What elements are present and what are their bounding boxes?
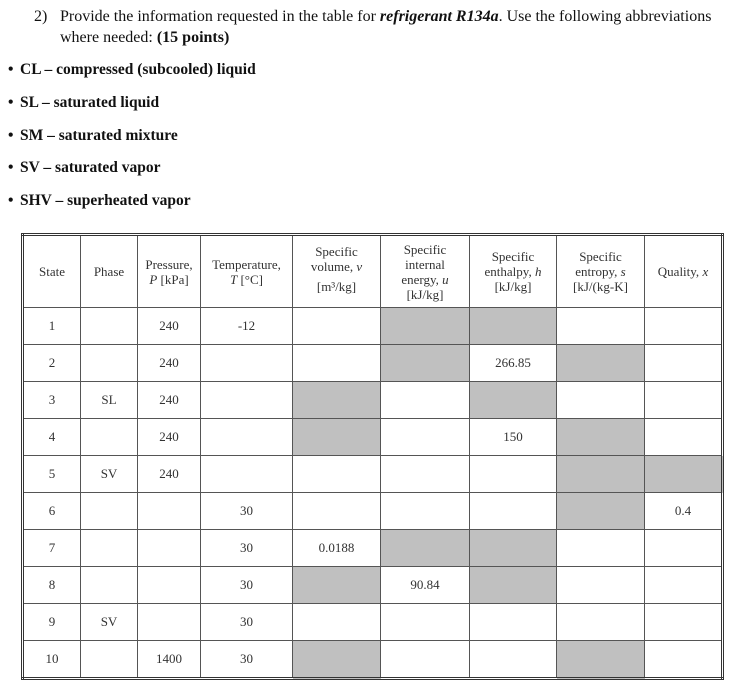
cell-entropy[interactable]	[557, 567, 645, 604]
cell-quality[interactable]	[645, 530, 723, 567]
cell-state: 6	[23, 493, 81, 530]
cell-volume-shaded	[293, 382, 381, 419]
cell-enthalpy: 150	[470, 419, 557, 456]
cell-entropy[interactable]	[557, 308, 645, 345]
cell-volume: 0.0188	[293, 530, 381, 567]
cell-quality[interactable]	[645, 604, 723, 641]
cell-phase[interactable]	[81, 641, 138, 679]
cell-energy[interactable]	[381, 641, 470, 679]
cell-phase[interactable]	[81, 345, 138, 382]
table-row	[23, 493, 723, 530]
question-text	[60, 6, 720, 48]
table-row	[23, 641, 723, 679]
table-row	[23, 530, 723, 567]
cell-state: 10	[23, 641, 81, 679]
cell-volume[interactable]	[293, 456, 381, 493]
header-temperature: Temperature, T [°C]	[201, 235, 293, 308]
bullet-icon: •	[8, 192, 14, 209]
cell-energy[interactable]	[381, 382, 470, 419]
cell-volume[interactable]	[293, 604, 381, 641]
abbreviation-item: • SM – saturated mixture	[8, 127, 178, 144]
header-enthalpy: Specific enthalpy, h [kJ/kg]	[470, 235, 557, 308]
cell-temperature: 30	[201, 530, 293, 567]
cell-pressure: 1400	[138, 641, 201, 679]
cell-state: 2	[23, 345, 81, 382]
cell-entropy[interactable]	[557, 382, 645, 419]
cell-entropy[interactable]	[557, 604, 645, 641]
table-row	[23, 345, 723, 382]
abbreviation-item: • SL – saturated liquid	[8, 94, 160, 111]
points-label: (15 points)	[156, 29, 230, 46]
cell-enthalpy: 266.85	[470, 345, 557, 382]
cell-phase[interactable]	[81, 308, 138, 345]
cell-energy-shaded	[381, 530, 470, 567]
question-text-after: . Use the following abbreviations where needed:	[60, 8, 712, 46]
table-row	[23, 308, 723, 345]
cell-pressure[interactable]	[138, 530, 201, 567]
question-text-before: Provide the information requested in the table for	[60, 8, 380, 25]
cell-pressure: 240	[138, 308, 201, 345]
cell-pressure: 240	[138, 419, 201, 456]
cell-phase: SV	[81, 604, 138, 641]
cell-pressure: 240	[138, 345, 201, 382]
cell-pressure[interactable]	[138, 567, 201, 604]
cell-phase: SV	[81, 456, 138, 493]
cell-pressure[interactable]	[138, 493, 201, 530]
cell-temperature[interactable]	[201, 382, 293, 419]
cell-volume-shaded	[293, 641, 381, 679]
bullet-icon: •	[8, 127, 14, 144]
cell-quality[interactable]	[645, 641, 723, 679]
bullet-icon: •	[8, 94, 14, 111]
cell-state: 3	[23, 382, 81, 419]
cell-entropy-shaded	[557, 493, 645, 530]
abbreviation-item: • SV – saturated vapor	[8, 159, 161, 176]
table-row	[23, 567, 723, 604]
cell-phase[interactable]	[81, 567, 138, 604]
cell-entropy[interactable]	[557, 530, 645, 567]
cell-volume[interactable]	[293, 308, 381, 345]
cell-temperature[interactable]	[201, 456, 293, 493]
cell-enthalpy[interactable]	[470, 456, 557, 493]
bullet-icon: •	[8, 159, 14, 176]
header-state: State	[23, 235, 81, 308]
cell-energy: 90.84	[381, 567, 470, 604]
cell-entropy-shaded	[557, 456, 645, 493]
cell-enthalpy-shaded	[470, 308, 557, 345]
header-internal-energy: Specific internal energy, u [kJ/kg]	[381, 235, 470, 308]
table-row	[23, 382, 723, 419]
cell-temperature: 30	[201, 641, 293, 679]
property-table	[21, 233, 724, 680]
cell-quality[interactable]	[645, 345, 723, 382]
refrigerant-name: refrigerant R134a	[379, 8, 499, 25]
cell-phase: SL	[81, 382, 138, 419]
cell-phase[interactable]	[81, 419, 138, 456]
cell-energy[interactable]	[381, 604, 470, 641]
cell-temperature: 30	[201, 567, 293, 604]
cell-volume[interactable]	[293, 345, 381, 382]
cell-pressure[interactable]	[138, 604, 201, 641]
cell-enthalpy-shaded	[470, 530, 557, 567]
cell-quality[interactable]	[645, 382, 723, 419]
cell-volume-shaded	[293, 419, 381, 456]
cell-volume[interactable]	[293, 493, 381, 530]
cell-energy[interactable]	[381, 456, 470, 493]
header-entropy: Specific entropy, s [kJ/(kg-K]	[557, 235, 645, 308]
cell-quality[interactable]	[645, 419, 723, 456]
cell-state: 4	[23, 419, 81, 456]
bullet-icon: •	[8, 61, 14, 78]
cell-pressure: 240	[138, 382, 201, 419]
cell-state: 7	[23, 530, 81, 567]
cell-entropy-shaded	[557, 641, 645, 679]
cell-entropy-shaded	[557, 345, 645, 382]
cell-state: 9	[23, 604, 81, 641]
cell-temperature[interactable]	[201, 345, 293, 382]
cell-energy-shaded	[381, 345, 470, 382]
cell-entropy-shaded	[557, 419, 645, 456]
cell-phase[interactable]	[81, 530, 138, 567]
cell-quality[interactable]	[645, 308, 723, 345]
cell-state: 8	[23, 567, 81, 604]
cell-energy[interactable]	[381, 493, 470, 530]
header-volume: Specific volume, v [m³/kg]	[293, 235, 381, 308]
cell-pressure: 240	[138, 456, 201, 493]
abbreviation-item: • SHV – superheated vapor	[8, 192, 191, 209]
cell-temperature[interactable]	[201, 419, 293, 456]
header-pressure: Pressure, P [kPa]	[138, 235, 201, 308]
abbreviation-item: • CL – compressed (subcooled) liquid	[8, 61, 256, 78]
table-row	[23, 604, 723, 641]
header-phase: Phase	[81, 235, 138, 308]
table-row	[23, 419, 723, 456]
cell-enthalpy-shaded	[470, 567, 557, 604]
cell-state: 1	[23, 308, 81, 345]
cell-temperature: 30	[201, 604, 293, 641]
cell-temperature: 30	[201, 493, 293, 530]
cell-temperature: -12	[201, 308, 293, 345]
question-number: 2)	[34, 8, 48, 25]
cell-phase[interactable]	[81, 493, 138, 530]
cell-enthalpy-shaded	[470, 382, 557, 419]
cell-quality[interactable]	[645, 567, 723, 604]
table-row	[23, 456, 723, 493]
cell-energy[interactable]	[381, 419, 470, 456]
cell-enthalpy[interactable]	[470, 604, 557, 641]
cell-quality: 0.4	[645, 493, 723, 530]
cell-enthalpy[interactable]	[470, 641, 557, 679]
cell-energy-shaded	[381, 308, 470, 345]
cell-enthalpy[interactable]	[470, 493, 557, 530]
header-quality: Quality, x	[645, 235, 723, 308]
cell-volume-shaded	[293, 567, 381, 604]
cell-state: 5	[23, 456, 81, 493]
cell-quality-shaded	[645, 456, 723, 493]
header-row	[23, 235, 723, 308]
